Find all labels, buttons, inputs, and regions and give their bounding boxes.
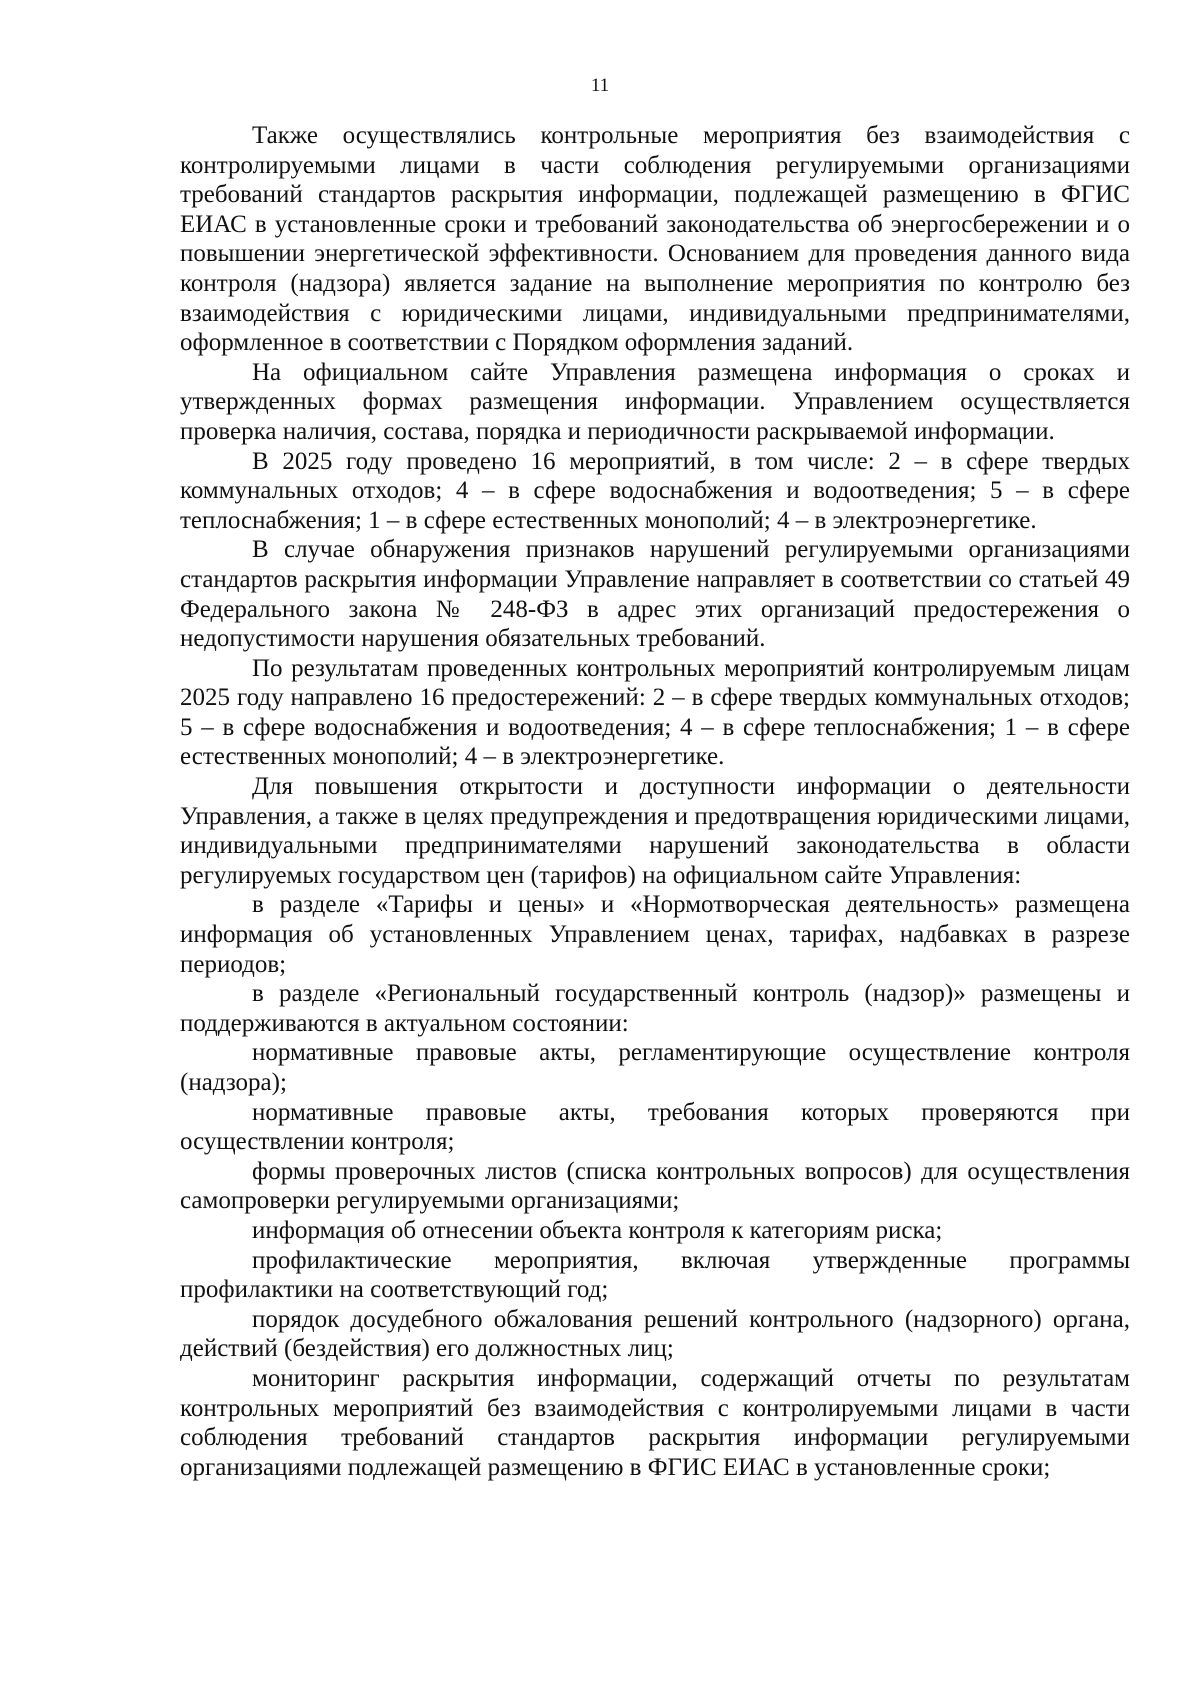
paragraph: Также осуществлялись контрольные мероприятия без взаимодействия с контролируемыми лицами в части соблюдения регулируемыми организациями требований стандартов раскрытия информации, подлежащей размещению в ФГИС ЕИАС в установленные сроки и требований законодательства об энергосбережении и о повышении энергетической эффективности. Основанием для проведения данного вида контроля (надзора) является задание на выполнение мероприятия по контролю без взаимодействия с юридическими лицами, индивидуальными предпринимателями, оформленное в соответствии с Порядком оформления заданий. bbox=[180, 122, 1130, 357]
list-item: формы проверочных листов (списка контрольных вопросов) для осуществления самопроверки регулируемыми организациями; bbox=[180, 1157, 1130, 1215]
list-item: порядок досудебного обжалования решений контрольного (надзорного) органа, действий (бездействия) его должностных лиц; bbox=[180, 1305, 1130, 1363]
paragraph: Для повышения открытости и доступности информации о деятельности Управления, а также в целях предупреждения и предотвращения юридическими лицами, индивидуальными предпринимателями нарушений законодательства в области регулируемых государством цен (тарифов) на официальном сайте Управления: bbox=[180, 773, 1130, 889]
page-number: 11 bbox=[590, 75, 610, 96]
paragraph: в разделе «Тарифы и цены» и «Нормотворческая деятельность» размещена информация об установленных Управлением ценах, тарифах, надбавках в разрезе периодов; bbox=[180, 891, 1130, 978]
list-item: информация об отнесении объекта контроля к категориям риска; bbox=[252, 1216, 943, 1244]
list-item: мониторинг раскрытия информации, содержащий отчеты по результатам контрольных мероприятий без взаимодействия с контролируемыми лицами в части соблюдения требований стандартов раскрытия информации регулируемыми организациями подлежащей размещению в ФГИС ЕИАС в установленные сроки; bbox=[180, 1364, 1130, 1481]
list-item: профилактические мероприятия, включая утвержденные программы профилактики на соответствующий год; bbox=[180, 1246, 1130, 1304]
paragraph: В случае обнаружения признаков нарушений регулируемыми организациями стандартов раскрытия информации Управление направляет в соответствии со статьей 49 Федерального закона № 248-ФЗ в адрес этих организаций предостережения о недопустимости нарушения обязательных требований. bbox=[180, 536, 1130, 653]
paragraph: В 2025 году проведено 16 мероприятий, в том числе: 2 – в сфере твердых коммунальных отходов; 4 – в сфере водоснабжения и водоотведения; 5 – в сфере теплоснабжения; 1 – в сфере естественных монополий; 4 – в электроэнергетике. bbox=[180, 447, 1130, 534]
paragraph: На официальном сайте Управления размещена информация о сроках и утвержденных формах размещения информации. Управлением осуществляется проверка наличия, состава, порядка и периодичности раскрываемой информации. bbox=[180, 358, 1130, 445]
paragraph: По результатам проведенных контрольных мероприятий контролируемым лицам 2025 году направлено 16 предостережений: 2 – в сфере твердых коммунальных отходов; 5 – в сфере водоснабжения и водоотведения; 4 – в сфере теплоснабжения; 1 – в сфере естественных монополий; 4 – в электроэнергетике. bbox=[180, 654, 1130, 771]
paragraph: в разделе «Региональный государственный контроль (надзор)» размещены и поддерживаются в актуальном состоянии: bbox=[180, 980, 1130, 1037]
list-item: нормативные правовые акты, регламентирующие осуществление контроля (надзора); bbox=[180, 1039, 1130, 1096]
document-body bbox=[180, 121, 1130, 1482]
list-item: нормативные правовые акты, требования которых проверяются при осуществлении контроля; bbox=[180, 1098, 1130, 1156]
